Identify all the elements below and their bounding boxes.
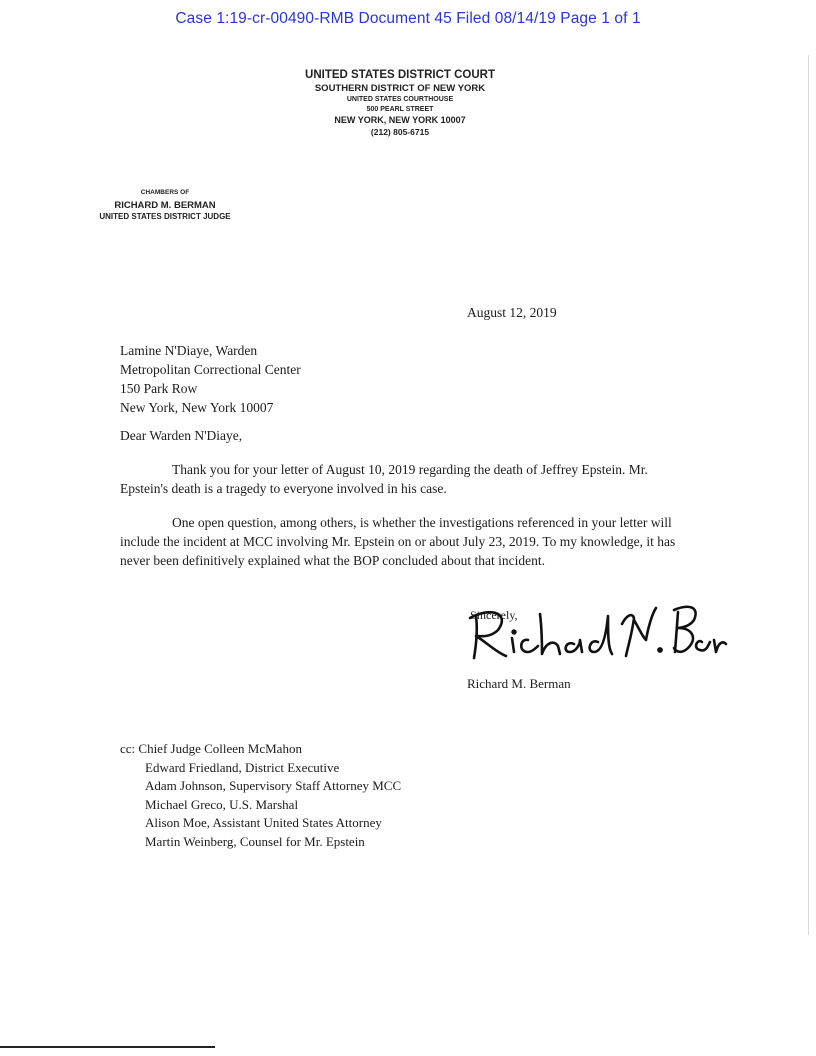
chambers-label: CHAMBERS OF (140, 189, 190, 196)
addressee-line: Lamine N'Diaye, Warden (120, 343, 258, 358)
signer-name: Richard M. Berman (467, 676, 571, 691)
handwritten-signature (462, 596, 742, 668)
letter-date: August 12, 2019 (467, 305, 557, 320)
district-name: SOUTHERN DISTRICT OF NEW YORK (314, 82, 486, 94)
cc-line: Michael Greco, U.S. Marshal (145, 796, 299, 812)
phone-number: (212) 805-6715 (370, 127, 430, 137)
cc-line: cc: Chief Judge Colleen McMahon (120, 741, 302, 756)
addressee-block (120, 341, 301, 417)
bottom-rule (0, 1046, 215, 1048)
addressee-line: Metropolitan Correctional Center (120, 362, 301, 377)
addressee-line: New York, New York 10007 (120, 400, 274, 415)
cc-line: Edward Friedland, District Executive (145, 759, 340, 775)
courthouse-name: UNITED STATES COURTHOUSE (346, 96, 454, 103)
cc-line: Alison Moe, Assistant United States Attorney (145, 815, 382, 830)
judge-name: RICHARD M. BERMAN (114, 199, 216, 211)
chambers-block (70, 190, 260, 221)
cc-list (120, 740, 401, 851)
cc-line: Adam Johnson, Supervisory Staff Attorney MCC (145, 778, 402, 793)
street-address: 500 PEARL STREET (366, 106, 434, 113)
scan-edge-line (808, 55, 809, 935)
body-paragraph-2: One open question, among others, is whether the investigations referenced in your letter will include the incident at MCC involving Mr. Epstein on or about July 23, 2019. To my knowledge, it has never been definitively explained what the BOP concluded about that incident. (120, 515, 676, 568)
case-header: Case 1:19-cr-00490-RMB Document 45 Filed 08/14/19 Page 1 of 1 (175, 10, 641, 27)
addressee-line: 150 Park Row (120, 381, 198, 396)
closing: Sincerely, (470, 608, 518, 622)
letterhead (0, 70, 800, 137)
judge-title: UNITED STATES DISTRICT JUDGE (99, 212, 231, 221)
city-address: NEW YORK, NEW YORK 10007 (334, 115, 466, 125)
cc-line: Martin Weinberg, Counsel for Mr. Epstein (145, 833, 365, 849)
court-name: UNITED STATES DISTRICT COURT (305, 69, 495, 81)
salutation: Dear Warden N'Diaye, (120, 428, 243, 443)
body-paragraph-1: Thank you for your letter of August 10, 2019 regarding the death of Jeffrey Epstein. Mr. Epstein's death is a tragedy to everyone involved in his case. (120, 462, 648, 496)
